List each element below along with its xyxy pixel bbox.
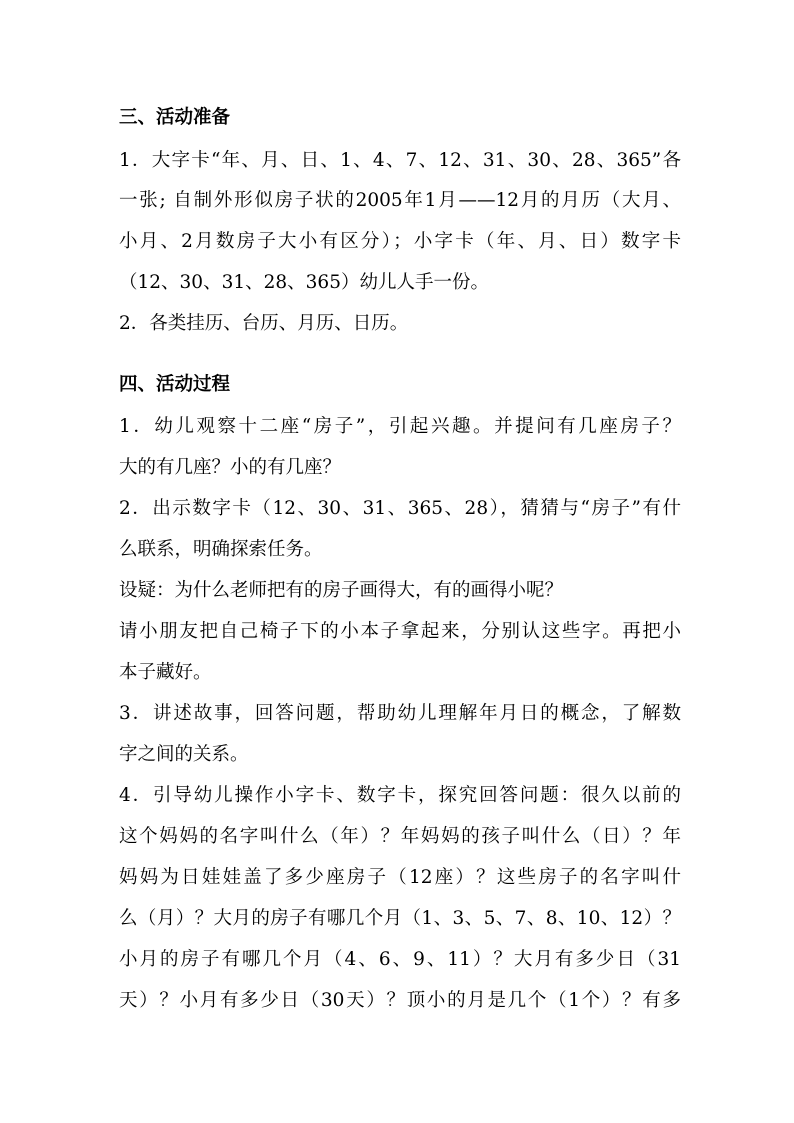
paragraph-line: 字之间的关系。 xyxy=(119,744,249,765)
paragraph-line: 本子藏好。 xyxy=(119,662,212,683)
paragraph-line: 天）？小月有多少日（30天）？顶小的月是几个（1个）？有多 xyxy=(119,990,681,1011)
paragraph-line: 一张; 自制外形似房子状的2005年1月——12月的月历（大月、 xyxy=(119,190,681,211)
paragraph-line: 1．大字卡“年、月、日、1、4、7、12、31、30、28、365”各 xyxy=(119,150,681,171)
paragraph-line: 小月、2月数房子大小有区分）；小字卡（年、月、日）数字卡 xyxy=(119,231,681,252)
paragraph-line: 么联系，明确探索任务。 xyxy=(119,539,323,560)
section-heading-process: 四、活动过程 xyxy=(119,374,231,395)
paragraph-line: 小月的房子有哪几个月（4、6、9、11）？大月有多少日（31 xyxy=(119,949,681,970)
paragraph-line: 3．讲述故事，回答问题，帮助幼儿理解年月日的概念，了解数 xyxy=(119,703,681,724)
paragraph-line: 么（月）？大月的房子有哪几个月（1、3、5、7、8、10、12）？ xyxy=(119,908,681,929)
paragraph-line: 这个妈妈的名字叫什么（年）？年妈妈的孩子叫什么（日）？年 xyxy=(119,826,681,847)
section-heading-preparation: 三、活动准备 xyxy=(119,107,231,128)
paragraph-line: 请小朋友把自己椅子下的小本子拿起来，分别认这些字。再把小 xyxy=(119,621,681,642)
paragraph-line: 大的有几座？小的有几座？ xyxy=(119,457,342,478)
paragraph-line: （12、30、31、28、365）幼儿人手一份。 xyxy=(119,272,489,293)
paragraph-line: 设疑：为什么老师把有的房子画得大，有的画得小呢？ xyxy=(119,580,564,601)
paragraph-line: 妈妈为日娃娃盖了多少座房子（12座）？这些房子的名字叫什 xyxy=(119,867,681,888)
paragraph-line: 4．引导幼儿操作小字卡、数字卡，探究回答问题：很久以前的 xyxy=(119,785,681,806)
paragraph-line: 2．各类挂历、台历、月历、日历。 xyxy=(119,313,409,334)
paragraph-line: 2．出示数字卡（12、30、31、365、28），猜猜与“房子”有什 xyxy=(119,498,681,519)
paragraph-line: 1．幼儿观察十二座“房子”，引起兴趣。并提问有几座房子？ xyxy=(119,416,681,437)
